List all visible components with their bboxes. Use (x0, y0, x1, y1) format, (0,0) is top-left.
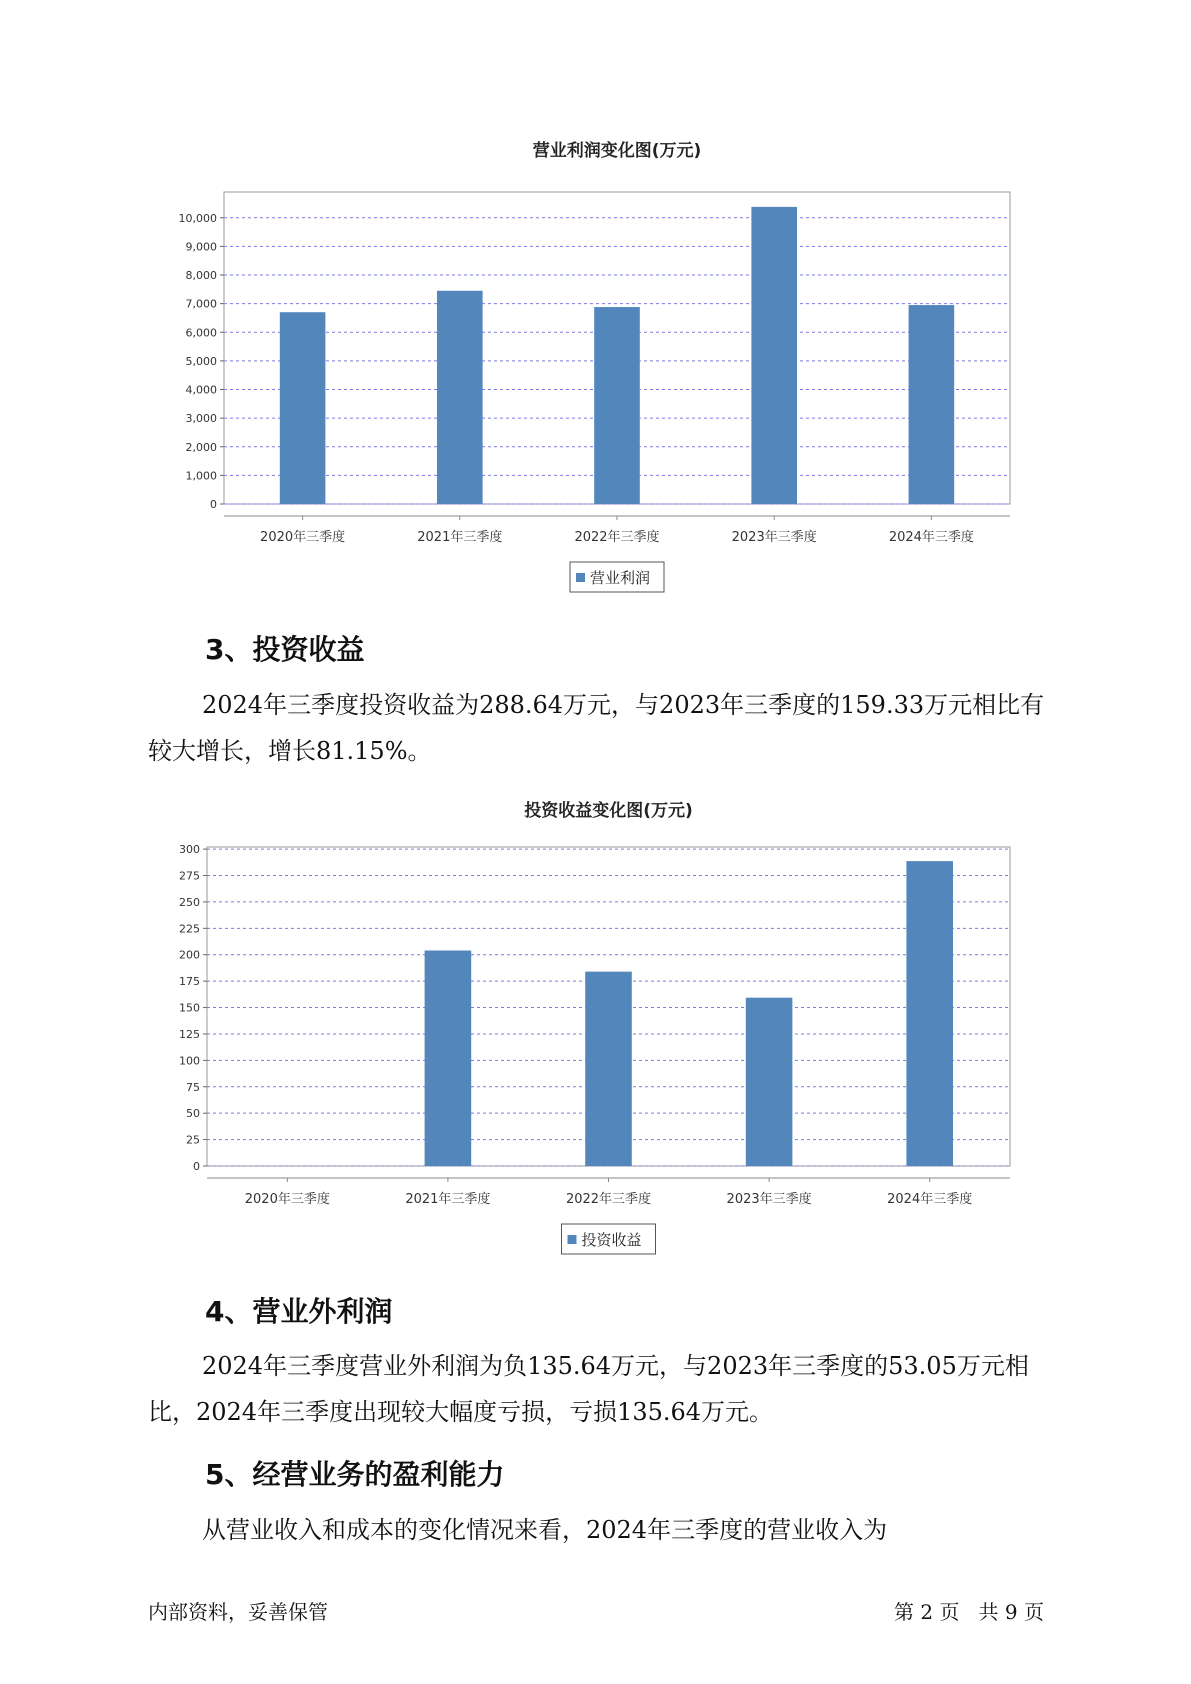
y-tick-label: 0 (210, 498, 217, 511)
bar (594, 307, 640, 504)
y-tick-label: 9,000 (185, 240, 217, 254)
operating-profit-chart (150, 140, 1030, 600)
footer-page-number: 第 2 页 共 9 页 (894, 1600, 1044, 1624)
section-heading-profitability: 5、经营业务的盈利能力 (205, 1458, 505, 1491)
x-tick-label: 2024年三季度 (887, 1192, 973, 1207)
x-tick-label: 2024年三季度 (888, 530, 974, 545)
legend-swatch (576, 573, 585, 582)
x-tick-label: 2023年三季度 (731, 530, 817, 545)
investment-income-chart (150, 800, 1030, 1260)
y-tick-label: 4,000 (185, 383, 217, 397)
y-tick-label: 75 (186, 1080, 200, 1094)
x-tick-label: 2021年三季度 (405, 1192, 491, 1207)
paragraph-profitability: 从营业收入和成本的变化情况来看，2024年三季度的营业收入为 (202, 1516, 888, 1544)
paragraph-investment-income: 2024年三季度投资收益为288.64万元，与2023年三季度的159.33万元相比有较大增长，增长81.15%。 (148, 691, 1045, 765)
bar (746, 998, 793, 1166)
x-tick-label: 2020年三季度 (244, 1192, 330, 1207)
x-tick-label: 2021年三季度 (417, 530, 503, 545)
y-tick-label: 25 (186, 1133, 200, 1147)
bar (909, 305, 955, 504)
bar (280, 312, 326, 504)
y-tick-label: 250 (179, 895, 200, 909)
paragraph-non-operating-profit: 2024年三季度营业外利润为负135.64万元，与2023年三季度的53.05万元相比，2024年三季度出现较大幅度亏损，亏损135.64万元。 (148, 1352, 1029, 1426)
legend-swatch (568, 1235, 577, 1244)
bar (585, 972, 632, 1166)
y-tick-label: 275 (179, 869, 200, 883)
y-tick-label: 0 (193, 1160, 200, 1173)
y-tick-label: 1,000 (185, 469, 217, 483)
operating-profit-chart-svg (150, 140, 1030, 600)
y-tick-label: 150 (179, 1001, 200, 1015)
y-tick-label: 125 (179, 1027, 200, 1041)
y-tick-label: 175 (179, 975, 200, 989)
legend-label: 营业利润 (590, 569, 651, 587)
x-tick-label: 2020年三季度 (260, 530, 346, 545)
y-tick-label: 300 (179, 843, 200, 857)
bar (437, 291, 483, 504)
y-tick-label: 6,000 (185, 326, 217, 340)
footer-confidential-note: 内部资料，妥善保管 (148, 1600, 328, 1624)
y-tick-label: 7,000 (185, 297, 217, 311)
bar (751, 207, 797, 504)
legend-label: 投资收益 (581, 1231, 642, 1249)
chart-title: 投资收益变化图(万元) (524, 801, 693, 821)
y-tick-label: 8,000 (185, 269, 217, 283)
x-tick-label: 2022年三季度 (565, 1192, 652, 1207)
y-tick-label: 50 (186, 1107, 200, 1121)
section-heading-investment-income: 3、投资收益 (205, 633, 365, 666)
y-tick-label: 10,000 (178, 211, 217, 225)
y-tick-label: 5,000 (185, 354, 217, 368)
y-tick-label: 100 (179, 1054, 200, 1068)
x-tick-label: 2022年三季度 (574, 530, 660, 545)
y-tick-label: 200 (179, 948, 200, 962)
y-tick-label: 2,000 (185, 440, 217, 454)
chart-title: 营业利润变化图(万元) (532, 141, 702, 161)
investment-income-chart-svg (150, 800, 1030, 1260)
x-tick-label: 2023年三季度 (726, 1192, 812, 1207)
y-tick-label: 225 (179, 922, 200, 936)
bar (425, 951, 472, 1166)
section-heading-non-operating-profit: 4、营业外利润 (205, 1295, 393, 1328)
y-tick-label: 3,000 (185, 412, 217, 426)
bar (906, 861, 953, 1166)
